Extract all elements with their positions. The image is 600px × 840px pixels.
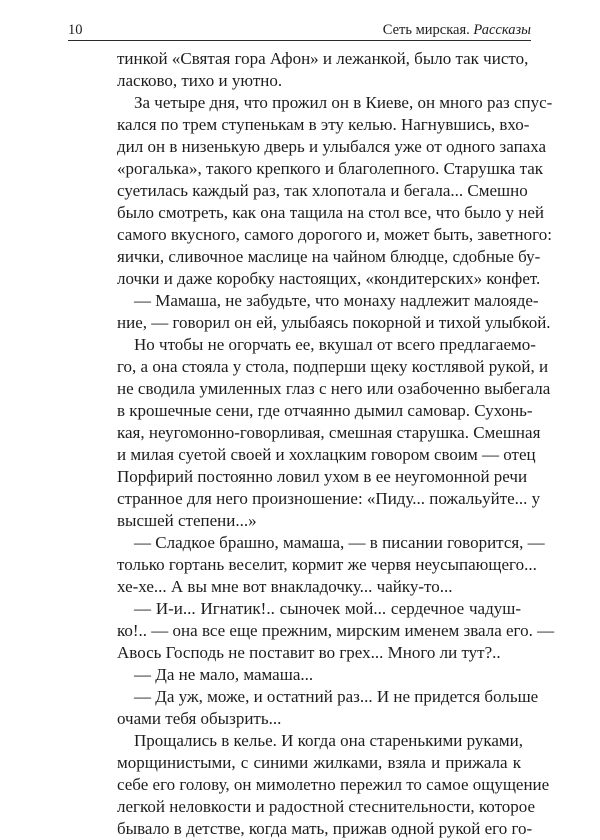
text-line: — Мамаша, не забудьте, что монаху надлежит малояде- [134, 291, 539, 310]
section-title: Рассказы [473, 22, 531, 38]
body-text [117, 48, 555, 840]
text-line: — И-и... Игнатик!.. сыночек мой... сердечное чадуш- [134, 599, 521, 618]
header-rule [68, 40, 531, 41]
text-line: суетилась каждый раз, так хлопотала и бегала... Смешно [117, 181, 528, 200]
text-line: За четыре дня, что прожил он в Киеве, он много раз спус- [134, 93, 553, 112]
text-line: очами тебя обызрить... [117, 709, 282, 728]
text-line: тинкой «Святая гора Афон» и лежанкой, было так чисто, [117, 49, 529, 68]
text-line: высшей степени...» [117, 511, 257, 530]
text-line: яички, сливочное маслице на чайном блюдце, сдобные бу- [117, 247, 541, 266]
running-title [383, 22, 531, 39]
running-header [68, 19, 531, 39]
text-line: легкой неловкости и радостной стеснительности, которое [117, 797, 536, 816]
text-line: «рогалька», такого крепкого и благолепного. Старушка так [117, 159, 544, 178]
text-line: Авось Господь не поставит во грех... Много ли тут?.. [117, 643, 501, 662]
text-line: лочки и даже коробку настоящих, «кондитерских» конфет. [117, 269, 541, 288]
text-line: дил он в низенькую дверь и улыбался уже от одного запаха [117, 137, 547, 156]
text-line: Порфирий постоянно ловил ухом в ее неугомонной речи [117, 467, 528, 486]
text-line: в крошечные сени, где отчаянно дымил самовар. Сухонь- [117, 401, 533, 420]
text-line: самого вкусного, самого дорогого и, может быть, заветного: [117, 225, 552, 244]
text-line: себе его голову, он мимолетно пережил то самое ощущение [117, 775, 550, 794]
text-line: — Да не мало, мамаша... [134, 665, 314, 684]
text-line: не сводила умиленных глаз с него или озабоченно выбегала [117, 379, 551, 398]
text-line: и милая суетой своей и хохлацким говором своим — отец [117, 445, 536, 464]
text-line: странное для него произношение: «Пиду... пожальуйте... у [117, 489, 541, 508]
text-line: бывало в детстве, когда мать, прижав одной рукой его го- [117, 819, 533, 838]
text-line: хе-хе... А вы мне вот внакладочку... чайку-то... [117, 577, 453, 596]
text-line: было смотреть, как она тащила на стол все, что было у ней [117, 203, 545, 222]
book-title: Сеть мирская. [382, 22, 470, 38]
text-line: го, а она стояла у стола, подперши щеку костлявой рукой, и [117, 357, 549, 376]
text-line: ние, — говорил он ей, улыбаясь покорной и тихой улыбкой. [117, 313, 551, 332]
text-line: ласково, тихо и уютно. [117, 71, 283, 90]
text-line: морщинистыми, с синими жилками, взяла и прижала к [117, 753, 521, 772]
text-line: кая, неугомонно-говорливая, смешная старушка. Смешная [117, 423, 541, 442]
text-line: только гортань веселит, кормит же червя неусыпающего... [117, 555, 537, 574]
text-line: — Да уж, може, и остатний раз... И не придется больше [134, 687, 539, 706]
text-line: Но чтобы не огорчать ее, вкушал от всего предлагаемо- [134, 335, 536, 354]
text-line: Прощались в келье. И когда она старенькими руками, [134, 731, 524, 750]
text-line: кался по трем ступенькам в эту келью. Нагнувшись, вхо- [117, 115, 530, 134]
text-line: ко!.. — она все еще прежним, мирским именем звала его. — [117, 621, 555, 640]
text-line: — Сладкое брашно, мамаша, — в писании говорится, — [134, 533, 545, 552]
page-number: 10 [68, 22, 83, 38]
